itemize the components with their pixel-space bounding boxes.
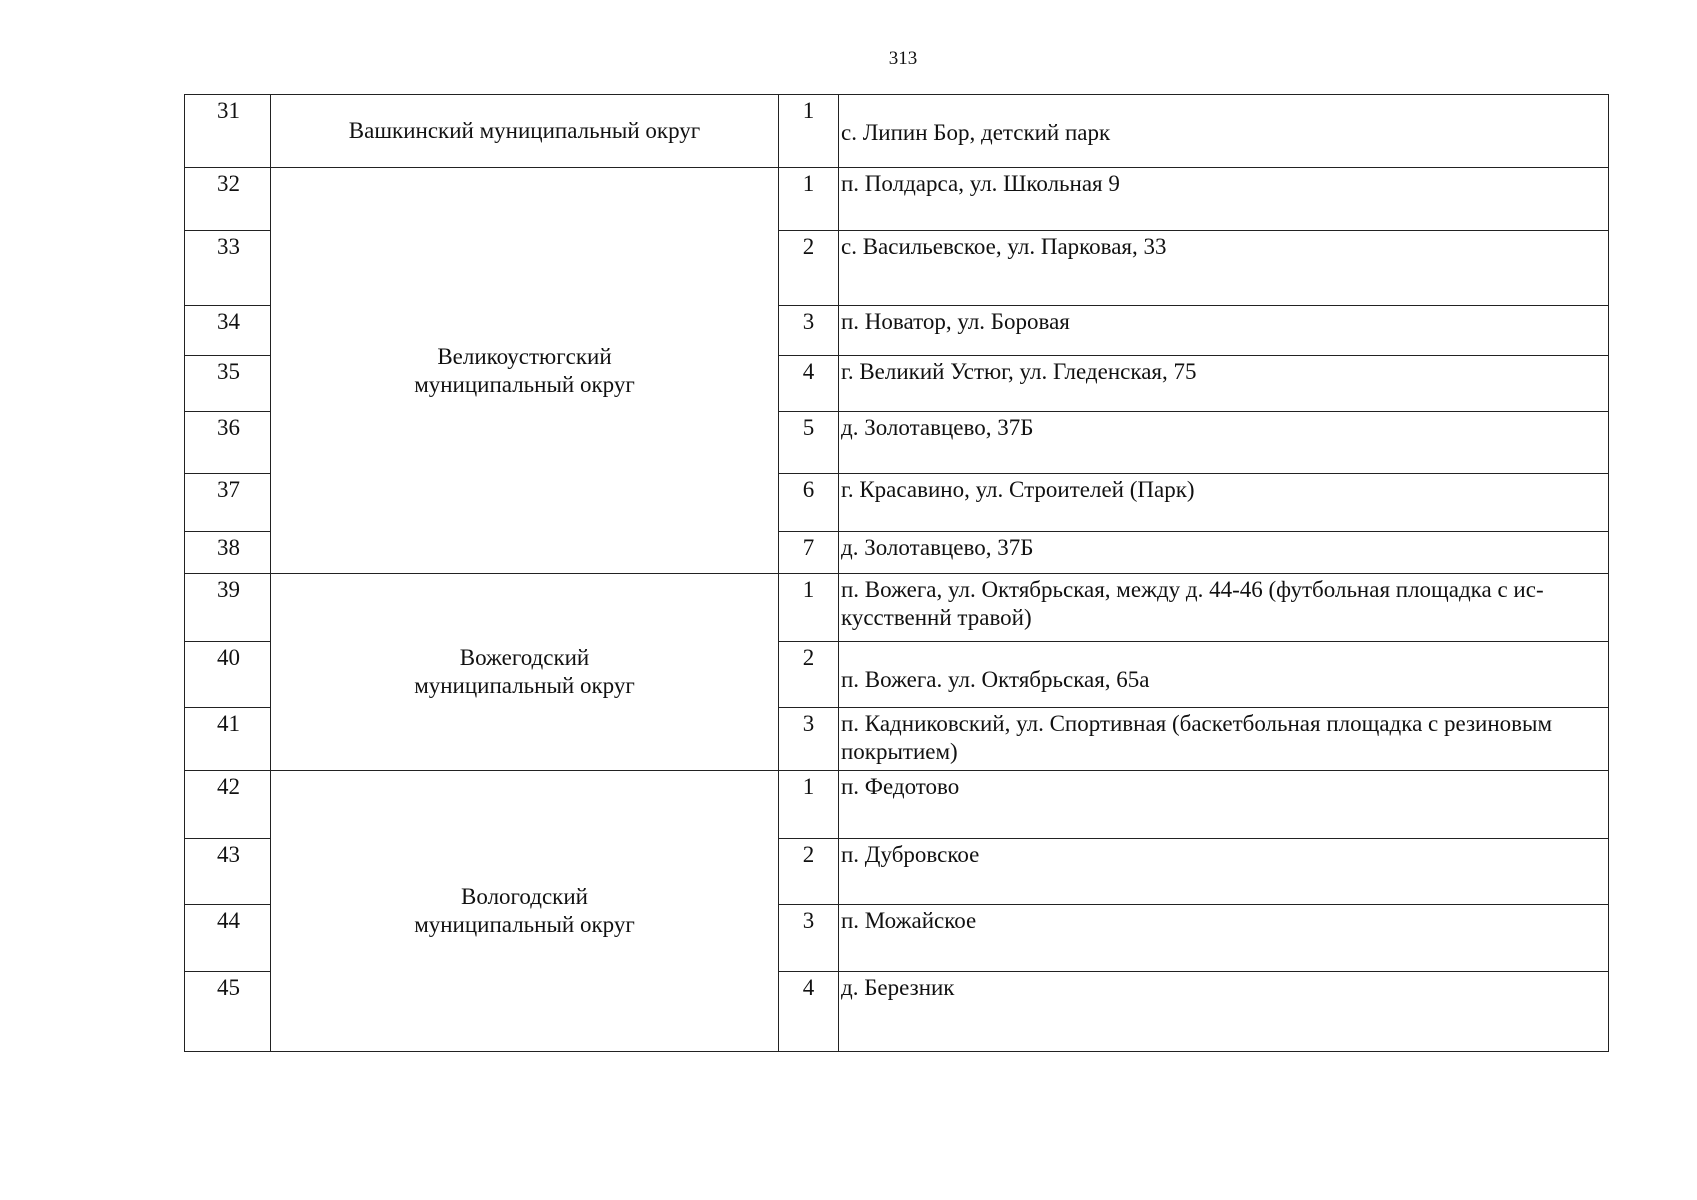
row-address: п. Вожега. ул. Октябрьская, 65а — [839, 642, 1609, 708]
row-address: д. Березник — [839, 972, 1609, 1052]
row-address: п. Федотово — [839, 771, 1609, 839]
row-subindex: 3 — [779, 708, 839, 771]
row-index: 41 — [185, 708, 271, 771]
okrug-velikoustyug-line1: Великоустюгский — [437, 343, 612, 369]
row-address: п. Полдарса, ул. Школьная 9 — [839, 168, 1609, 231]
okrug-velikoustyug-line2: муниципальный округ — [414, 371, 635, 397]
row-subindex: 5 — [779, 412, 839, 474]
row-subindex: 2 — [779, 839, 839, 905]
row-index: 38 — [185, 532, 271, 574]
page-number: 313 — [888, 48, 918, 69]
okrug-table — [184, 94, 1609, 1052]
table-row — [185, 95, 1609, 168]
row-index: 40 — [185, 642, 271, 708]
okrug-vologodsky-line2: муниципальный округ — [414, 912, 635, 937]
table-row — [185, 574, 1609, 642]
row-subindex: 1 — [779, 771, 839, 839]
row-subindex: 1 — [779, 574, 839, 642]
row-address: д. Золотавцево, 37Б — [839, 532, 1609, 574]
row-index: 34 — [185, 306, 271, 356]
row-index: 32 — [185, 168, 271, 231]
row-subindex: 7 — [779, 532, 839, 574]
row-index: 42 — [185, 771, 271, 839]
row-address: п. Можайское — [839, 905, 1609, 972]
okrug-name — [271, 771, 779, 1052]
row-subindex: 4 — [779, 972, 839, 1052]
row-address: г. Красавино, ул. Строителей (Парк) — [839, 474, 1609, 532]
row-subindex: 1 — [779, 168, 839, 231]
okrug-vologodsky-line1: Вологодский — [461, 884, 588, 909]
row-subindex: 3 — [779, 905, 839, 972]
row-address: с. Липин Бор, детский парк — [839, 95, 1609, 168]
okrug-name — [271, 95, 779, 168]
row-index: 37 — [185, 474, 271, 532]
row-subindex: 2 — [779, 642, 839, 708]
okrug-name — [271, 168, 779, 574]
table-row — [185, 168, 1609, 231]
row-index: 36 — [185, 412, 271, 474]
row-index: 43 — [185, 839, 271, 905]
row-address: с. Васильевское, ул. Парковая, 33 — [839, 231, 1609, 306]
row-index: 44 — [185, 905, 271, 972]
row-index: 33 — [185, 231, 271, 306]
row-index: 45 — [185, 972, 271, 1052]
row-index: 39 — [185, 574, 271, 642]
row-address: п. Вожега, ул. Октябрьская, между д. 44-46 (футбольная площадка с ис-кусственнй травой) — [839, 574, 1609, 642]
row-index: 35 — [185, 356, 271, 412]
row-subindex: 1 — [779, 95, 839, 168]
okrug-name — [271, 574, 779, 771]
okrug-vozhegodsky-line2: муниципальный округ — [414, 673, 635, 698]
row-subindex: 3 — [779, 306, 839, 356]
row-address: п. Новатор, ул. Боровая — [839, 306, 1609, 356]
row-subindex: 4 — [779, 356, 839, 412]
okrug-vozhegodsky-line1: Вожегодский — [459, 645, 590, 670]
row-address: г. Великий Устюг, ул. Гледенская, 75 — [839, 356, 1609, 412]
row-subindex: 2 — [779, 231, 839, 306]
okrug-vashkinsky: Вашкинский муниципальный округ — [348, 118, 701, 143]
row-address: д. Золотавцево, 37Б — [839, 412, 1609, 474]
row-index: 31 — [185, 95, 271, 168]
row-subindex: 6 — [779, 474, 839, 532]
row-address: п. Кадниковский, ул. Спортивная (баскетбольная площадка с резиновым покрытием) — [839, 708, 1609, 771]
row-address: п. Дубровское — [839, 839, 1609, 905]
table-row — [185, 771, 1609, 839]
